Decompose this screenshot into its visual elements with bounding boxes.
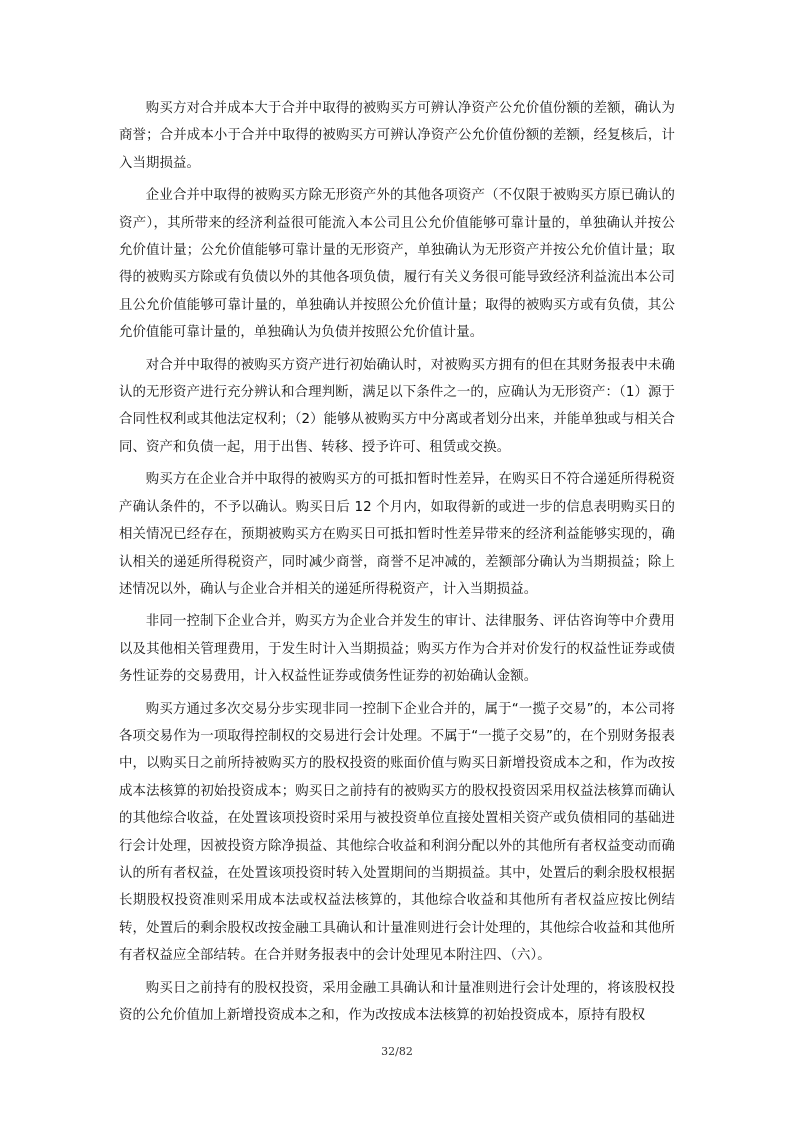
page-number: 32/82 bbox=[381, 1045, 413, 1058]
paragraph-step-acquisition: 购买方通过多次交易分步实现非同一控制下企业合并的，属于“一揽子交易”的，本公司将各项交易作为一项取得控制权的交易进行会计处理。不属于“一揽子交易”的，在个别财务报表中，以购买日之前所持被购买方的股权投资的账面价值与购买日新增投资成本之和，作为改按成本法核算的初始投资成本；购买日之前持有的被购买方的股权投资因采用权益法核算而确认的其他综合收益，在处置该项投资时采用与被投资单位直接处置相关资产或负债相同的基础进行会计处理，因被投资方除净损益、其他综合收益和利润分配以外的其他所有者权益变动而确认的所有者权益，在处置该项投资时转入处置期间的当期损益。其中，处置后的剩余股权根据长期股权投资准则采用成本法或权益法核算的，其他综合收益和其他所有者权益应按比例结转，处置后的剩余股权改按金融工具确认和计量准则进行会计处理的，其他综合收益和其他所有者权益应全部结转。在合并财务报表中的会计处理见本附注四、（六）。 bbox=[119, 701, 675, 964]
paragraph-deferred-tax: 购买方在企业合并中取得的被购买方的可抵扣暂时性差异，在购买日不符合递延所得税资产确认条件的，不予以确认。购买日后 12 个月内，如取得新的或进一步的信息表明购买日的相关情况已经存在，预期被购买方在购买日可抵扣暂时性差异带来的经济利益能够实现的，确认相关的递延所得税资产，同时减少商誉，商誉不足冲减的，差额部分确认为当期损益；除上述情况以外，确认与企业合并相关的递延所得税资产，计入当期损益。 bbox=[119, 472, 675, 597]
document-body bbox=[119, 95, 675, 1034]
paragraph-prior-equity: 购买日之前持有的股权投资，采用金融工具确认和计量准则进行会计处理的，将该股权投资的公允价值加上新增投资成本之和，作为改按成本法核算的初始投资成本，原持有股权 bbox=[119, 980, 675, 1023]
paragraph-identifiable-assets: 企业合并中取得的被购买方除无形资产外的其他各项资产（不仅限于被购买方原已确认的资产），其所带来的经济利益很可能流入本公司且公允价值能够可靠计量的，单独确认并按公允价值计量；公允价值能够可靠计量的无形资产，单独确认为无形资产并按公允价值计量；取得的被购买方除或有负债以外的其他各项负债，履行有关义务很可能导致经济利益流出本公司且公允价值能够可靠计量的，单独确认并按照公允价值计量；取得的被购买方或有负债，其公允价值能可靠计量的，单独确认为负债并按照公允价值计量。 bbox=[119, 188, 675, 341]
paragraph-intermediary-fees: 非同一控制下企业合并，购买方为企业合并发生的审计、法律服务、评估咨询等中介费用以及其他相关管理费用，于发生时计入当期损益；购买方作为合并对价发行的权益性证券或债务性证券的交易费用，计入权益性证券或债务性证券的初始确认金额。 bbox=[119, 614, 675, 685]
paragraph-intangible-assets: 对合并中取得的被购买方资产进行初始确认时，对被购买方拥有的但在其财务报表中未确认的无形资产进行充分辨认和合理判断，满足以下条件之一的，应确认为无形资产：（1）源于合同性权利或其他法定权利；（2）能够从被购买方中分离或者划分出来，并能单独或与相关合同、资产和负债一起，用于出售、转移、授予许可、租赁或交换。 bbox=[119, 357, 675, 455]
paragraph-goodwill: 购买方对合并成本大于合并中取得的被购买方可辨认净资产公允价值份额的差额，确认为商誉；合并成本小于合并中取得的被购买方可辨认净资产公允价值份额的差额，经复核后，计入当期损益。 bbox=[119, 101, 675, 171]
